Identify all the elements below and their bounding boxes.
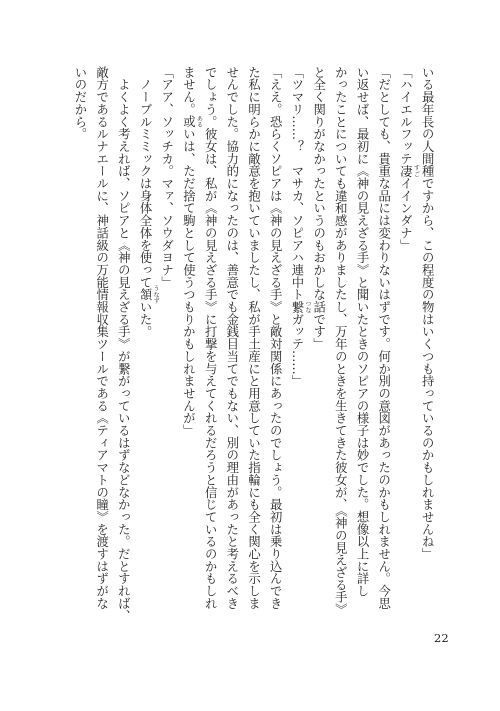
text-column: 「だとしても、貴重な品には変わりないはずです。何か別の意図があったのかもしれません。今思 bbox=[376, 66, 391, 610]
text-column: 敵方であるルナエールに、神話級の万能情報収集ツールである《ティアマトの瞳》を渡すはずがな bbox=[94, 66, 109, 610]
text-segment: ガッテ……」 bbox=[289, 313, 304, 388]
text-column: せんでした。協力的になったのは、善意でも金銭目当てでもない、別の理由があったと考えるべき bbox=[224, 66, 239, 610]
text-column: た私に明らかに敵意を抱いていましたし、私が手土産にと用意していた指輪にも全く関心を示しま bbox=[246, 66, 261, 610]
ruby-annotation bbox=[181, 115, 203, 128]
text-segment: ノーブルミミックは身体全体を使って bbox=[138, 66, 153, 289]
text-segment: いた。 bbox=[138, 300, 153, 338]
ruby-annotation bbox=[398, 164, 420, 178]
ruby-annotation bbox=[289, 300, 311, 313]
text-column: と全く関りがなかったというのもおかしな話です」 bbox=[311, 66, 326, 351]
text-segment: イインダナ」 bbox=[398, 177, 413, 252]
ruby-annotation bbox=[138, 285, 160, 304]
text-segment: いは、ただ捨て駒として使うつもりかもしれませんが」 bbox=[181, 127, 196, 437]
text-column bbox=[182, 66, 202, 437]
text-column: 「ええ。恐らくソピアは《神の見えざる手》と敵対関係にあったのでしょう。最初は乗り込んでき bbox=[268, 66, 283, 610]
ruby-text: ある bbox=[195, 115, 203, 128]
text-column: でしょう。彼女は、私が《神の見えざる手》に打撃を与えてくれるだろうと信じているのかもしれ bbox=[203, 66, 218, 610]
text-column: 「アア、ソッチカ。マァ、ソウダヨナ」 bbox=[159, 66, 174, 289]
text-column: いのだから。 bbox=[72, 66, 87, 141]
text-column bbox=[291, 66, 311, 387]
text-segment: 「ツマリ……？ マサカ、ソピアハ連中ト bbox=[289, 66, 304, 301]
text-column: かったことについても違和感がありましたし、万年のときを生きてきた彼女が、《神の見えざる手》 bbox=[333, 66, 348, 616]
text-column: よくよく考えれば、ソピアと《神の見えざる手》が繋がっているはずなどなかった。だとすれば、 bbox=[116, 66, 131, 622]
page-number: 22 bbox=[434, 631, 449, 645]
ruby-text: すご bbox=[412, 164, 420, 178]
ruby-base: 或 bbox=[181, 115, 196, 128]
ruby-base: 頷 bbox=[138, 285, 153, 304]
text-column: い返せば、最初に《神の見えざる手》と聞いたときのソピアの様子は妙でした。想像以上に詳し bbox=[355, 66, 370, 598]
text-column bbox=[399, 66, 419, 251]
text-column: いる最年長の人間種ですから、この程度の物はいくつも持っているのかもしれませんね」 bbox=[420, 66, 435, 560]
ruby-base: 凄 bbox=[398, 164, 413, 178]
ruby-text: つな bbox=[303, 300, 311, 313]
ruby-base: 繋 bbox=[289, 300, 304, 313]
text-segment: 「ハイエルフッテ bbox=[398, 66, 413, 165]
ruby-text: うなず bbox=[152, 285, 160, 304]
text-segment: ません。 bbox=[181, 66, 196, 116]
text-column bbox=[139, 66, 159, 338]
